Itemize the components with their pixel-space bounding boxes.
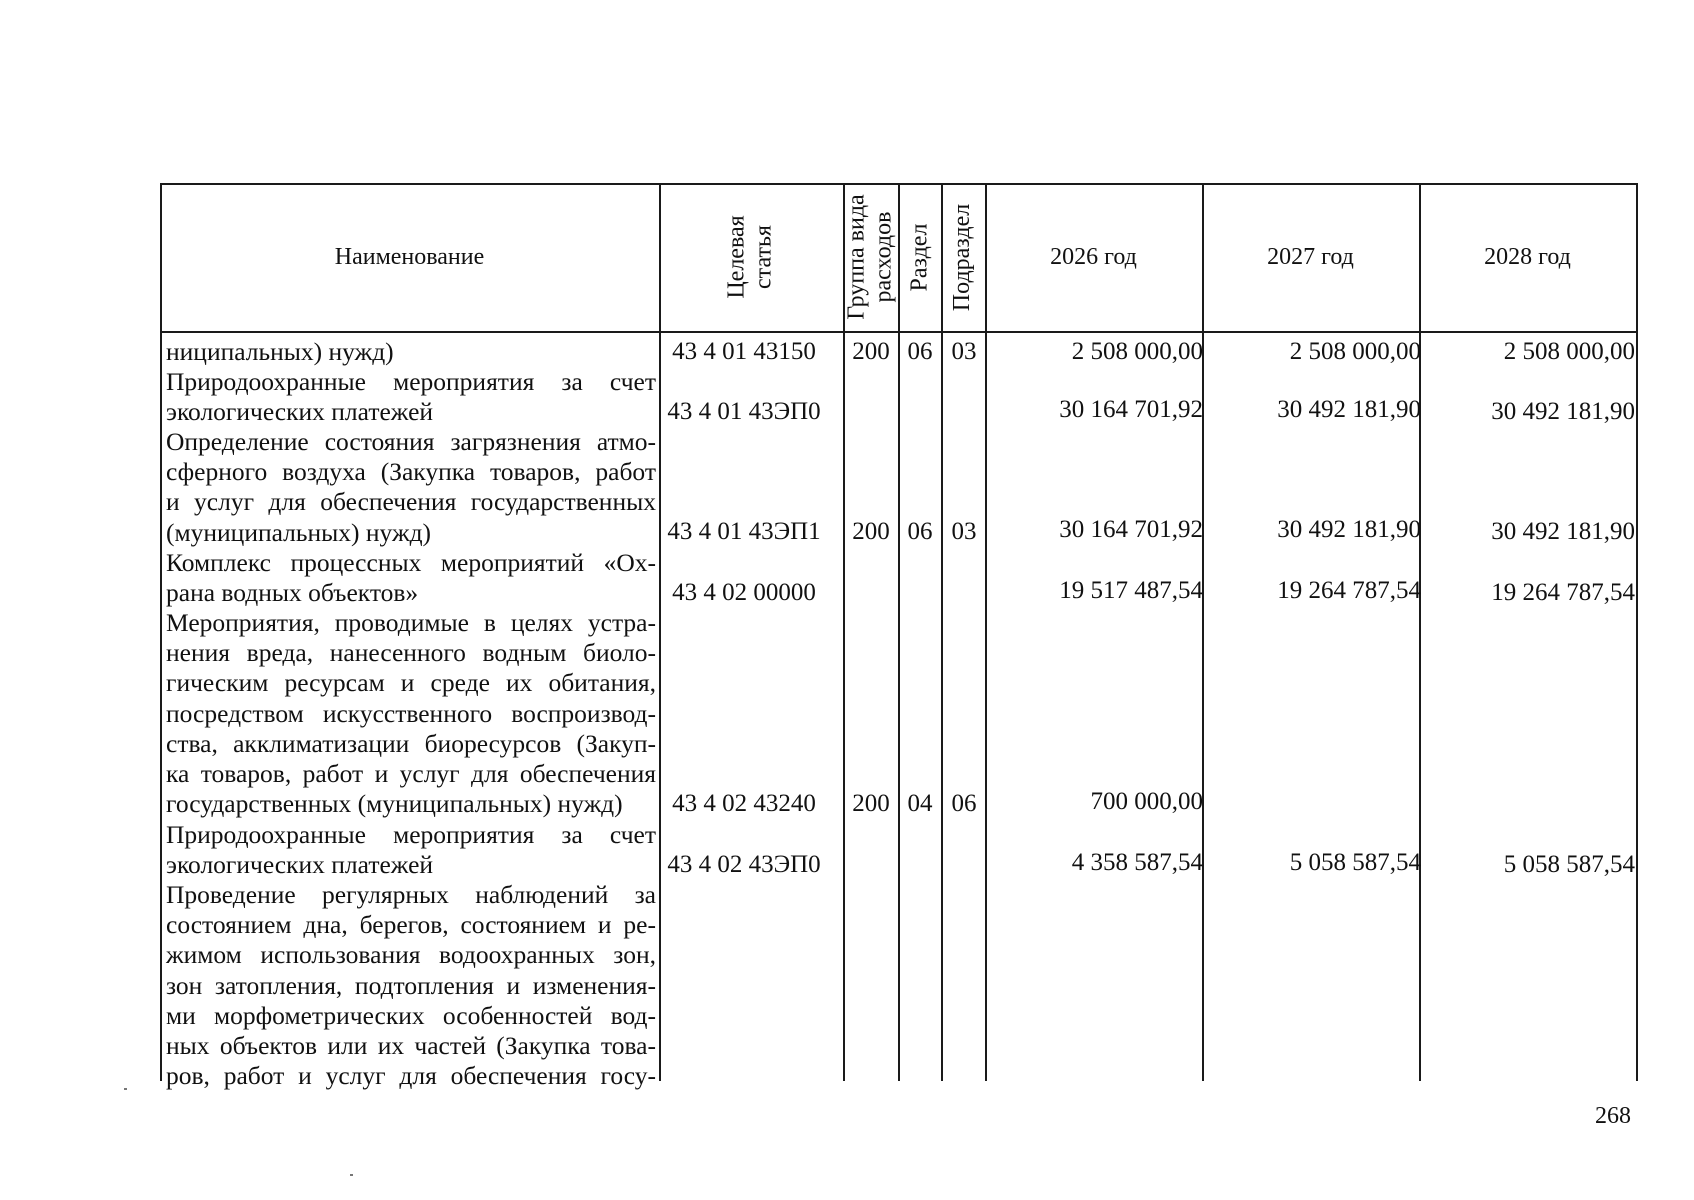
row-group: 200 — [852, 518, 890, 545]
header-name-text: Наименование — [334, 243, 485, 270]
row-name: Проведение регулярных наблюдений за состоянием дна, берегов, состоянием и ре- жимом использования водоохранных зон, зон затопления, подтопления и изменения- ми морфометрических особенностей вод- ных объектов или их частей (Закупка това- ров, работ и услуг для обеспечения госу- — [166, 880, 656, 1091]
header-2027: 2027 год — [1267, 243, 1354, 270]
row-2026: 2 508 000,00 — [1071, 338, 1203, 365]
row-name: Природоохранные мероприятия за счет экологических платежей — [166, 820, 656, 880]
row-subsection: 06 — [951, 790, 977, 817]
row-2026: 4 358 587,54 — [1071, 849, 1203, 876]
row-code: 43 4 02 43ЭП0 — [667, 851, 821, 878]
row-code: 43 4 01 43150 — [672, 338, 816, 365]
header-subsection-text: Подраздел — [949, 203, 976, 311]
header-section-text: Раздел — [906, 223, 933, 291]
row-code: 43 4 02 00000 — [672, 579, 816, 606]
row-2027: 2 508 000,00 — [1289, 338, 1421, 365]
row-2028: 2 508 000,00 — [1503, 338, 1635, 365]
row-subsection: 03 — [951, 518, 977, 545]
header-name — [160, 183, 659, 331]
row-2027: 30 492 181,90 — [1277, 396, 1421, 423]
row-code: 43 4 02 43240 — [672, 790, 816, 817]
row-2026: 19 517 487,54 — [1059, 577, 1203, 604]
row-name: ниципальных) нужд) — [166, 337, 394, 366]
row-name: Мероприятия, проводимые в целях устра- нения вреда, нанесенного водным биоло- гическим ресурсам и среде их обитания, посредством искусственного воспроизвод- ства, акклиматизации биоресурсов (Закуп- ка товаров, работ и услуг для обеспечения государственных (муниципальных) нужд) — [166, 608, 656, 819]
row-name: Определение состояния загрязнения атмо- сферного воздуха (Закупка товаров, работ и услуг для обеспечения государственных (муниципальных) нужд) — [166, 427, 656, 547]
row-group: 200 — [852, 790, 890, 817]
header-2026: 2026 год — [1050, 243, 1137, 270]
row-subsection: 03 — [951, 338, 977, 365]
row-2028: 30 492 181,90 — [1491, 398, 1635, 425]
row-2026: 30 164 701,92 — [1059, 396, 1203, 423]
row-name: Комплекс процессных мероприятий «Ох- рана водных объектов» — [166, 548, 656, 608]
row-name: Природоохранные мероприятия за счет экологических платежей — [166, 367, 656, 427]
row-2028: 19 264 787,54 — [1491, 579, 1635, 606]
row-2028: 5 058 587,54 — [1503, 851, 1635, 878]
budget-table — [160, 183, 1638, 1091]
row-section: 06 — [907, 338, 933, 365]
row-group: 200 — [852, 338, 890, 365]
row-code: 43 4 01 43ЭП1 — [667, 518, 821, 545]
row-section: 06 — [907, 518, 933, 545]
row-2027: 19 264 787,54 — [1277, 577, 1421, 604]
scan-speck — [124, 1088, 127, 1090]
row-2027: 5 058 587,54 — [1289, 849, 1421, 876]
header-target-item — [659, 183, 843, 331]
header-subsection — [941, 183, 985, 331]
row-code: 43 4 01 43ЭП0 — [667, 398, 821, 425]
scan-speck — [350, 1174, 353, 1176]
header-2028: 2028 год — [1484, 243, 1571, 270]
header-expense-group — [843, 183, 898, 331]
page-number: 268 — [1595, 1103, 1631, 1129]
row-2028: 30 492 181,90 — [1491, 518, 1635, 545]
row-2026: 700 000,00 — [1090, 788, 1203, 815]
row-section: 04 — [907, 790, 933, 817]
col-border-right — [1636, 183, 1638, 1081]
header-target-item-text: Целевая статья — [723, 215, 777, 299]
header-expense-group-text: Группа вида расходов — [843, 194, 897, 320]
header-section — [898, 183, 941, 331]
row-2027: 30 492 181,90 — [1277, 516, 1421, 543]
row-2026: 30 164 701,92 — [1059, 516, 1203, 543]
